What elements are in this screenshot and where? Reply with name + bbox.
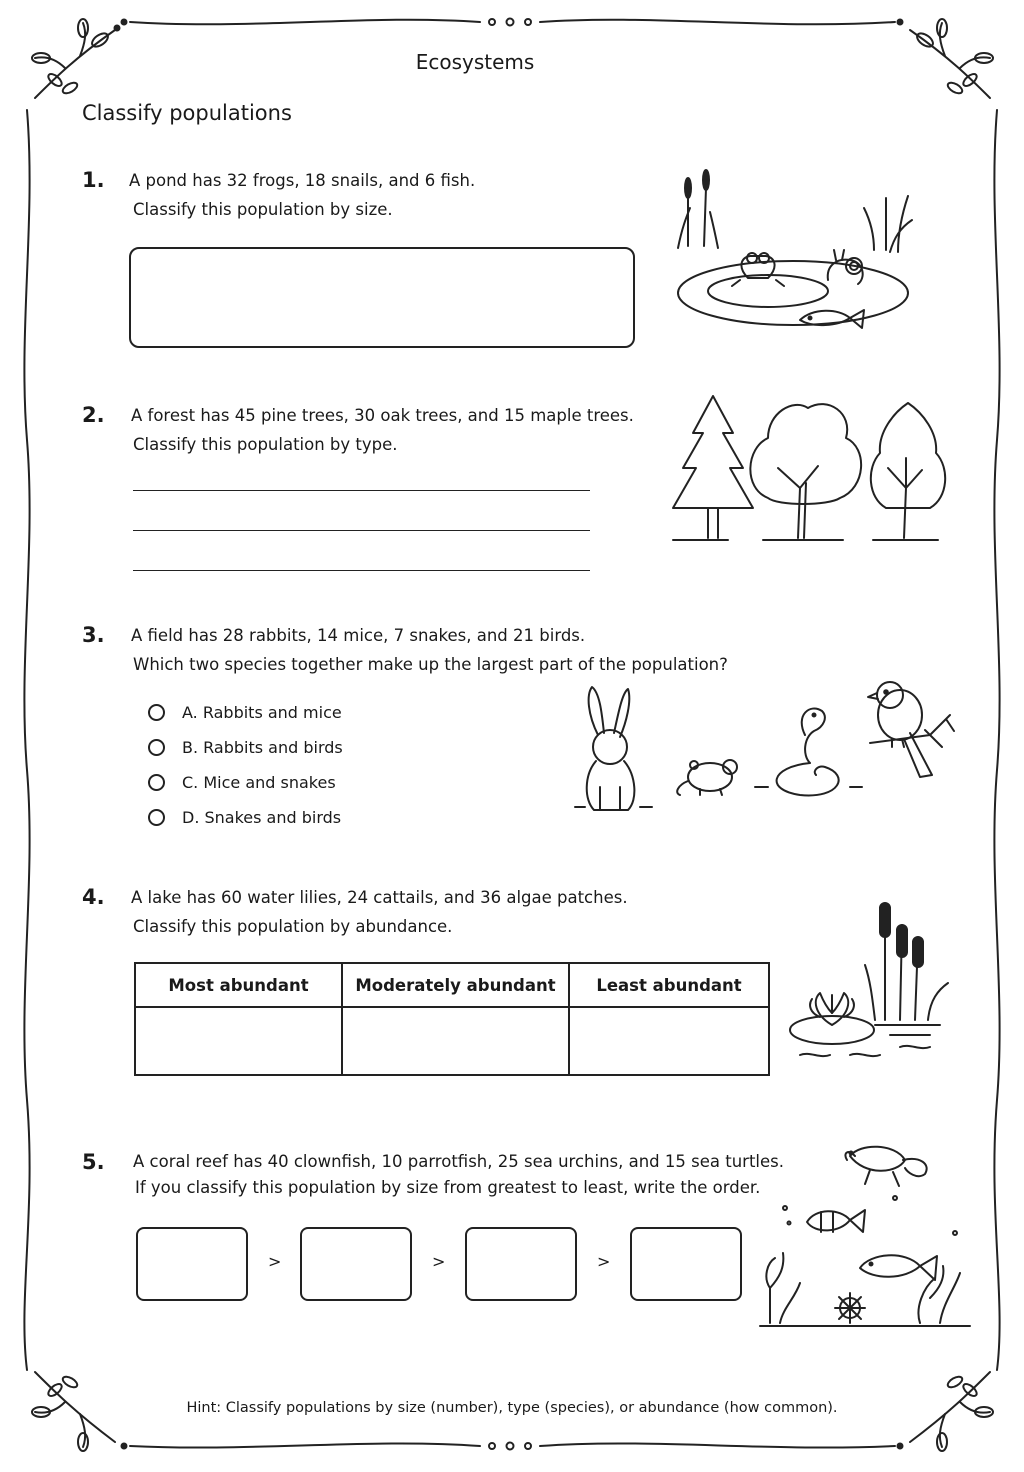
- question-text: A coral reef has 40 clownfish, 10 parrotfish, 25 sea urchins, and 15 sea turtles.: [133, 1152, 785, 1171]
- question-number: 3.: [82, 623, 105, 647]
- abundance-table: [134, 962, 770, 1076]
- order-answer-box[interactable]: [136, 1227, 248, 1301]
- question-instruction: If you classify this population by size from greatest to least, write the order.: [135, 1178, 761, 1197]
- table-header-row: [135, 963, 769, 1007]
- table-answer-cell[interactable]: [342, 1007, 569, 1075]
- lake-plants-illustration-icon: [780, 895, 960, 1070]
- answer-line[interactable]: [133, 530, 590, 531]
- answer-option-b[interactable]: [148, 738, 343, 757]
- question-number: 2.: [82, 403, 105, 427]
- question-instruction: Classify this population by abundance.: [133, 917, 453, 936]
- question-text: A lake has 60 water lilies, 24 cattails, and 36 algae patches.: [131, 888, 628, 907]
- question-text: A forest has 45 pine trees, 30 oak trees, and 15 maple trees.: [131, 406, 634, 425]
- table-header-most-abundant: Most abundant: [135, 963, 342, 1007]
- greater-than-sign: >: [432, 1252, 446, 1271]
- answer-box[interactable]: [129, 247, 635, 348]
- section-title: Classify populations: [82, 101, 292, 125]
- answer-option-d[interactable]: [148, 808, 341, 827]
- question-text: A field has 28 rabbits, 14 mice, 7 snakes, and 21 birds.: [131, 626, 586, 645]
- table-answer-cell[interactable]: [135, 1007, 342, 1075]
- table-header-least-abundant: Least abundant: [569, 963, 769, 1007]
- question-instruction: Which two species together make up the largest part of the population?: [133, 655, 728, 674]
- order-answer-box[interactable]: [630, 1227, 742, 1301]
- greater-than-sign: >: [268, 1252, 282, 1271]
- order-answer-box[interactable]: [300, 1227, 412, 1301]
- hint-text: Hint: Classify populations by size (number), type (species), or abundance (how common).: [186, 1400, 838, 1416]
- coral-reef-illustration-icon: [755, 1138, 975, 1333]
- question-instruction: Classify this population by size.: [133, 200, 393, 219]
- question-number: 5.: [82, 1150, 105, 1174]
- table-answer-cell[interactable]: [569, 1007, 769, 1075]
- answer-line[interactable]: [133, 490, 590, 491]
- question-number: 1.: [82, 168, 105, 192]
- radio-button[interactable]: [148, 704, 165, 721]
- radio-button[interactable]: [148, 739, 165, 756]
- field-animals-illustration-icon: [570, 675, 960, 820]
- option-label: D. Snakes and birds: [182, 808, 342, 827]
- table-row: [135, 1007, 769, 1075]
- table-header-moderately-abundant: Moderately abundant: [342, 963, 569, 1007]
- answer-option-c[interactable]: [148, 773, 336, 792]
- question-instruction: Classify this population by type.: [133, 435, 398, 454]
- option-label: B. Rabbits and birds: [182, 738, 343, 757]
- option-label: A. Rabbits and mice: [182, 703, 342, 722]
- radio-button[interactable]: [148, 774, 165, 791]
- radio-button[interactable]: [148, 809, 165, 826]
- pond-illustration-icon: [668, 168, 928, 338]
- question-text: A pond has 32 frogs, 18 snails, and 6 fish.: [129, 171, 476, 190]
- option-label: C. Mice and snakes: [182, 773, 336, 792]
- question-number: 4.: [82, 885, 105, 909]
- forest-trees-illustration-icon: [668, 388, 948, 548]
- page-title: Ecosystems: [415, 50, 535, 74]
- greater-than-sign: >: [597, 1252, 611, 1271]
- order-answer-box[interactable]: [465, 1227, 577, 1301]
- answer-option-a[interactable]: [148, 703, 342, 722]
- answer-line[interactable]: [133, 570, 590, 571]
